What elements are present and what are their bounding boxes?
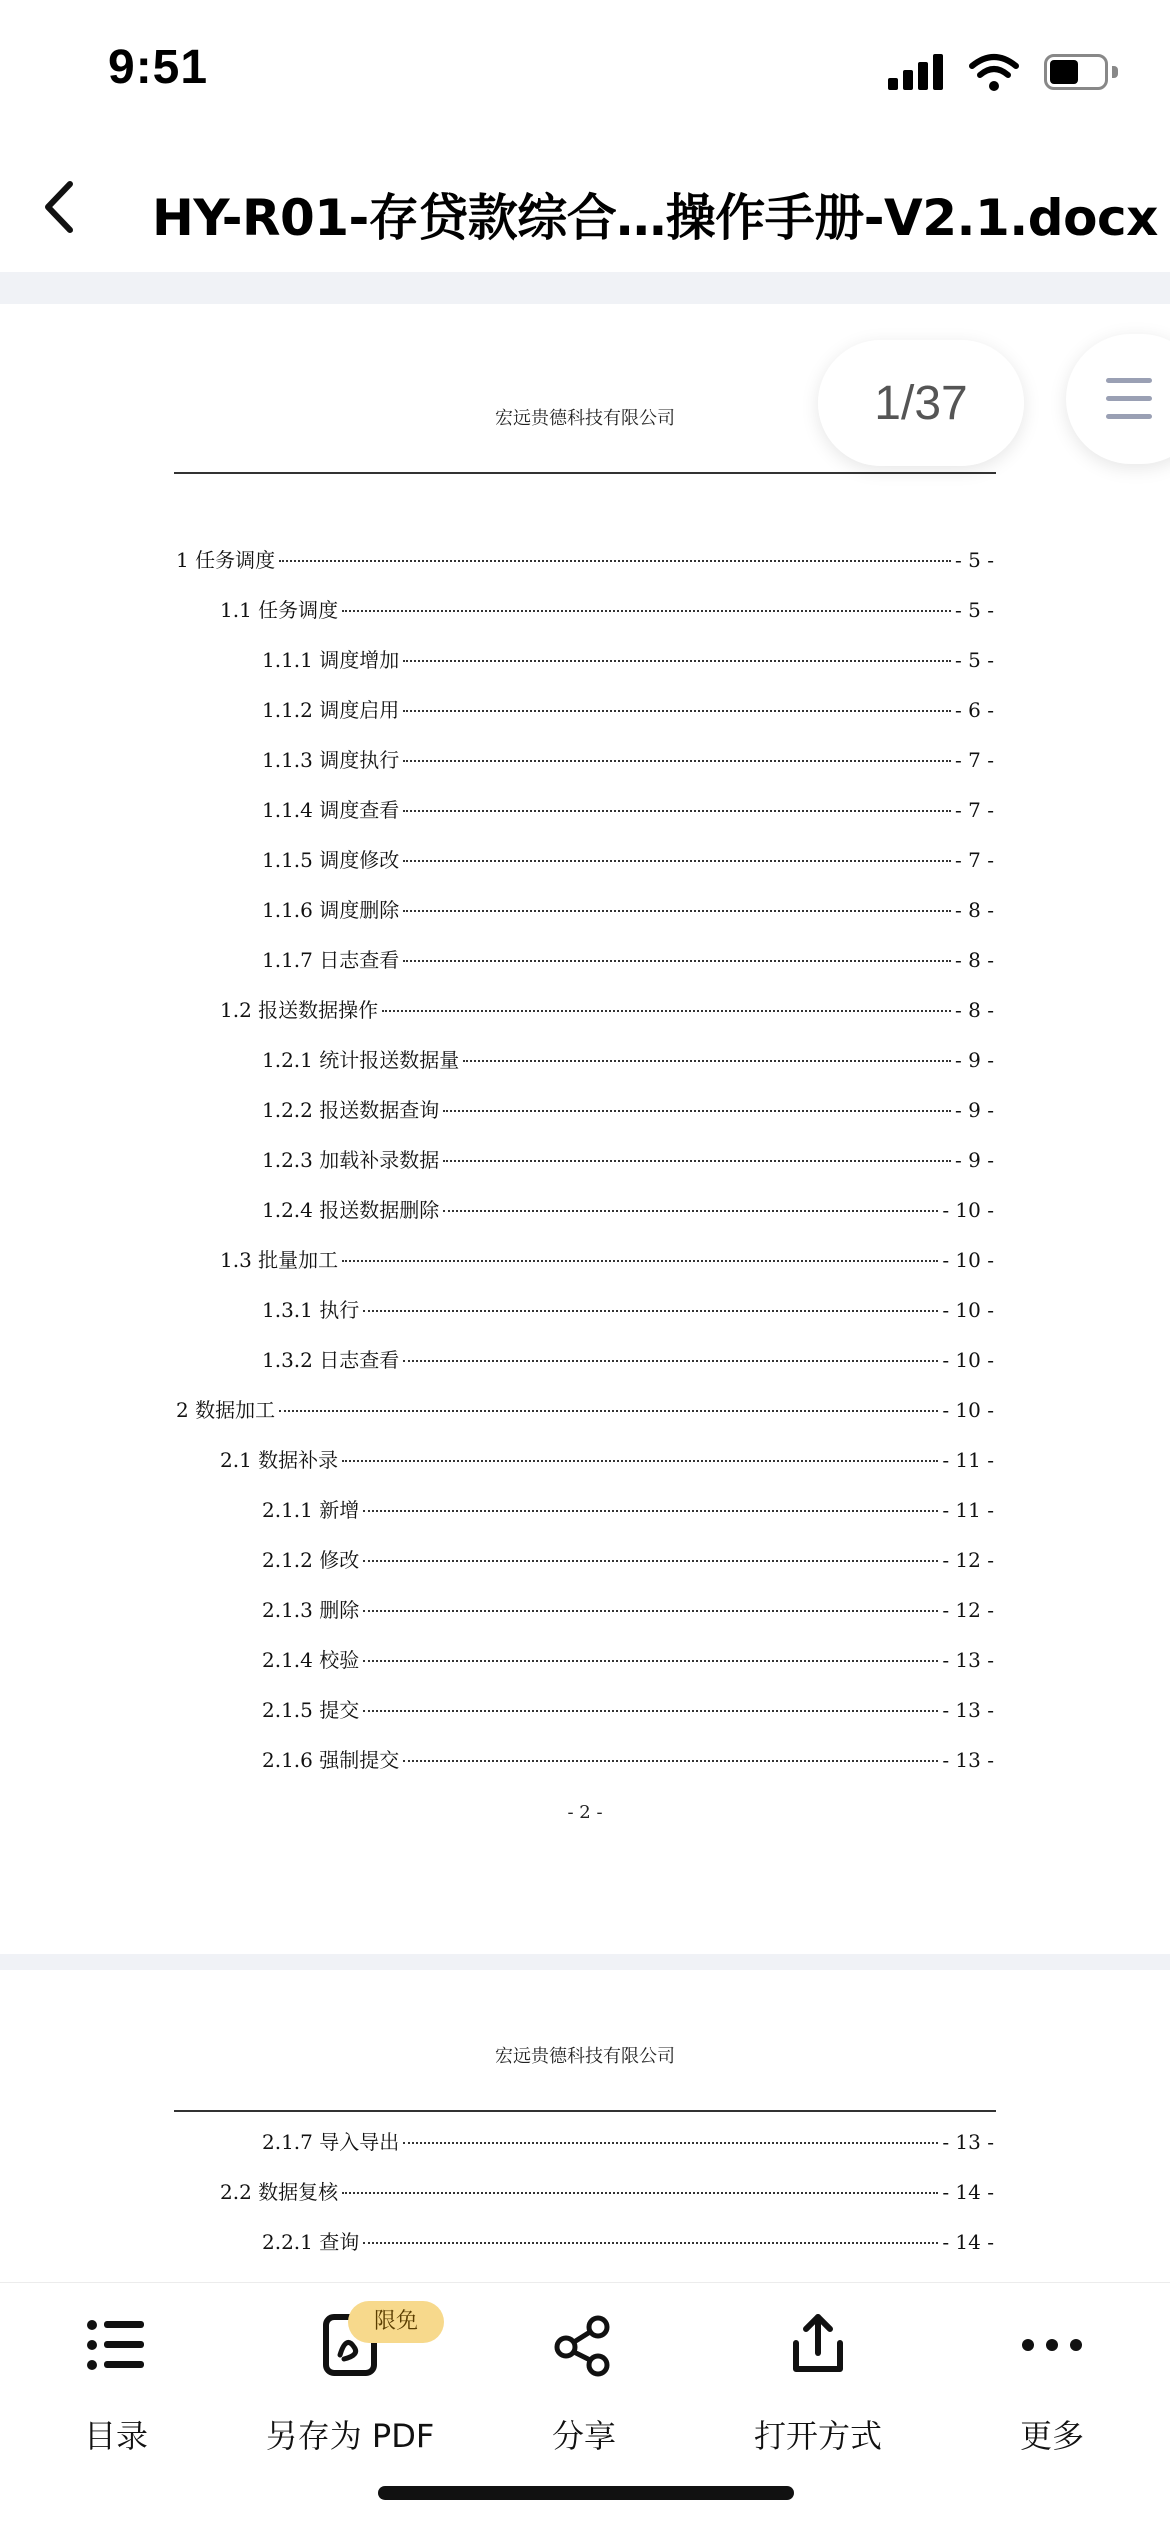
toc-entry-label: 1.1.4 调度查看 [262, 798, 400, 822]
toc-entry-page: - 8 - [955, 898, 994, 922]
toc-leader-dots [443, 1160, 951, 1162]
toc-entry[interactable] [176, 544, 994, 584]
toc-leader-dots [342, 1460, 938, 1462]
toc-leader-dots [403, 810, 951, 812]
toc-leader-dots [403, 2142, 938, 2144]
toc-leader-dots [363, 1660, 938, 1662]
toc-leader-dots [342, 610, 951, 612]
toc-entry-page: - 10 - [942, 1248, 994, 1272]
list-icon [80, 2309, 152, 2381]
toc-leader-dots [403, 1360, 938, 1362]
nav-bar [0, 140, 1170, 273]
toc-entry[interactable] [262, 1594, 994, 1634]
toc-leader-dots [342, 1260, 938, 1262]
toc-entry-label: 2.2 数据复核 [220, 2180, 339, 2204]
toc-entry-label: 2.1.2 修改 [262, 1548, 360, 1572]
toc-leader-dots [443, 1110, 951, 1112]
toc-leader-dots [403, 710, 951, 712]
page-footer: - 2 - [567, 1802, 603, 1823]
toc-entry-label: 2 数据加工 [176, 1398, 276, 1422]
toc-entry[interactable] [262, 1344, 994, 1384]
share-label: 分享 [551, 2417, 616, 2455]
toc-entry-label: 1.1.1 调度增加 [262, 648, 400, 672]
toc-entry[interactable] [262, 2226, 994, 2266]
toc-entry-label: 2.1 数据补录 [220, 1448, 339, 1472]
toc-entry-page: - 8 - [955, 948, 994, 972]
toc-entry-page: - 13 - [942, 1648, 994, 1672]
toc-entry-label: 2.1.1 新增 [262, 1498, 360, 1522]
page-header: 宏远贵德科技有限公司 [495, 408, 675, 429]
toc-leader-dots [363, 1310, 938, 1312]
toc-entry-page: - 14 - [942, 2180, 994, 2204]
toc-button[interactable] [16, 2297, 216, 2467]
toc-entry-page: - 9 - [955, 1148, 994, 1172]
toc-leader-dots [443, 1210, 938, 1212]
toc-leader-dots [342, 2192, 938, 2194]
toc-entry-label: 2.1.6 强制提交 [262, 1748, 400, 1772]
toc-leader-dots [363, 1510, 938, 1512]
toc-entry-label: 1.1.2 调度启用 [262, 698, 400, 722]
toc-entry-page: - 7 - [955, 748, 994, 772]
more-button[interactable] [952, 2297, 1152, 2467]
toc-entry-label: 1.3 批量加工 [220, 1248, 339, 1272]
toc-leader-dots [363, 2242, 938, 2244]
toc-entry-label: 1.1.7 日志查看 [262, 948, 400, 972]
toc-entry[interactable] [262, 1144, 994, 1184]
toc-entry-page: - 12 - [942, 1548, 994, 1572]
toc-entry-page: - 10 - [942, 1198, 994, 1222]
toc-entry[interactable] [262, 744, 994, 784]
toc-entry[interactable] [262, 794, 994, 834]
toc-leader-dots [403, 860, 951, 862]
toc-entry-page: - 5 - [955, 598, 994, 622]
toc-entry-label: 1.1.3 调度执行 [262, 748, 400, 772]
toc-entry[interactable] [220, 1244, 994, 1284]
toc-entry[interactable] [220, 1444, 994, 1484]
status-icons [888, 52, 1118, 92]
toc-leader-dots [403, 910, 951, 912]
toc-entry[interactable] [262, 2126, 994, 2166]
toc-entry-page: - 5 - [955, 548, 994, 572]
document-title: HY-R01-存贷款综合…操作手册-V2.1.docx [152, 189, 1158, 247]
status-bar [0, 0, 1170, 140]
toc-entry-page: - 8 - [955, 998, 994, 1022]
header-rule [174, 472, 996, 474]
toc-leader-dots [279, 1410, 938, 1412]
toc-entry[interactable] [262, 844, 994, 884]
toc-leader-dots [279, 560, 951, 562]
toc-leader-dots [403, 660, 951, 662]
toc-entry-page: - 7 - [955, 848, 994, 872]
more-label: 更多 [1019, 2417, 1084, 2455]
toc-entry-page: - 9 - [955, 1048, 994, 1072]
toc-leader-dots [363, 1610, 938, 1612]
toc-button-label: 目录 [83, 2417, 148, 2455]
toc-entry-label: 1.1 任务调度 [220, 598, 339, 622]
page-counter[interactable]: 1/37 [818, 340, 1024, 466]
toc-leader-dots [463, 1060, 951, 1062]
toc-entry-label: 1.1.6 调度删除 [262, 898, 400, 922]
more-icon [1016, 2309, 1088, 2381]
toc-entry-page: - 5 - [955, 648, 994, 672]
toc-entry-label: 2.1.7 导入导出 [262, 2130, 400, 2154]
document-page [0, 304, 1170, 1954]
wifi-icon [968, 52, 1020, 92]
open-with-icon [782, 2309, 854, 2381]
toc-entry-page: - 7 - [955, 798, 994, 822]
toc-entry[interactable] [220, 2176, 994, 2216]
toc-entry-page: - 14 - [942, 2230, 994, 2254]
toc-entry-label: 1.2.1 统计报送数据量 [262, 1048, 460, 1072]
cellular-signal-icon [888, 54, 944, 90]
toc-entry-label: 1.1.5 调度修改 [262, 848, 400, 872]
toc-entry-page: - 10 - [942, 1298, 994, 1322]
toc-entry[interactable] [262, 1644, 994, 1684]
toc-entry-label: 1.2.2 报送数据查询 [262, 1098, 440, 1122]
toc-entry[interactable] [262, 644, 994, 684]
toc-entry[interactable] [262, 1294, 994, 1334]
toc-entry[interactable] [262, 1044, 994, 1084]
toc-leader-dots [403, 760, 951, 762]
toc-entry[interactable] [176, 1394, 994, 1434]
toc-entry-page: - 12 - [942, 1598, 994, 1622]
toc-entry-page: - 13 - [942, 1698, 994, 1722]
toc-entry-page: - 11 - [942, 1448, 994, 1472]
toc-leader-dots [403, 1760, 938, 1762]
toc-leader-dots [403, 960, 951, 962]
toc-entry-label: 2.1.5 提交 [262, 1698, 360, 1722]
toc-entry[interactable] [220, 994, 994, 1034]
free-badge: 限免 [348, 2301, 444, 2343]
status-time: 9:51 [108, 41, 209, 94]
toc-entry-label: 1.2.4 报送数据删除 [262, 1198, 440, 1222]
toc-entry[interactable] [262, 894, 994, 934]
toc-entry-page: - 10 - [942, 1348, 994, 1372]
toc-entry-label: 1.3.1 执行 [262, 1298, 360, 1322]
back-chevron-icon[interactable] [30, 172, 90, 242]
toc-entry-label: 2.1.4 校验 [262, 1648, 360, 1672]
toc-entry-label: 2.2.1 查询 [262, 2230, 360, 2254]
open-with-label: 打开方式 [753, 2417, 882, 2455]
toc-entry[interactable] [220, 594, 994, 634]
toc-entry[interactable] [262, 1194, 994, 1234]
share-button[interactable] [484, 2297, 684, 2467]
toc-entry-label: 1 任务调度 [176, 548, 276, 572]
toc-entry[interactable] [262, 694, 994, 734]
toc-entry-page: - 13 - [942, 1748, 994, 1772]
toc-entry[interactable] [262, 1694, 994, 1734]
toc-entry-label: 1.2 报送数据操作 [220, 998, 379, 1022]
toc-entry-page: - 13 - [942, 2130, 994, 2154]
toc-entry[interactable] [262, 944, 994, 984]
home-indicator [378, 2486, 794, 2500]
toc-entry-label: 1.2.3 加载补录数据 [262, 1148, 440, 1172]
toc-leader-dots [363, 1710, 938, 1712]
document-viewer[interactable] [0, 272, 1170, 2282]
header-rule [174, 2110, 996, 2112]
battery-icon [1044, 54, 1118, 90]
toc-entry-page: - 6 - [955, 698, 994, 722]
save-as-pdf-label: 另存为 PDF [265, 2417, 435, 2455]
page-header: 宏远贵德科技有限公司 [495, 2046, 675, 2067]
toc-entry[interactable] [262, 1544, 994, 1584]
share-icon [548, 2309, 620, 2381]
toc-entry-label: 2.1.3 删除 [262, 1598, 360, 1622]
toc-entry-page: - 9 - [955, 1098, 994, 1122]
toc-entry-label: 1.3.2 日志查看 [262, 1348, 400, 1372]
document-page [0, 1970, 1170, 2282]
toc-leader-dots [382, 1010, 951, 1012]
toc-entry-page: - 10 - [942, 1398, 994, 1422]
toc-entry[interactable] [262, 1744, 994, 1784]
open-with-button[interactable] [718, 2297, 918, 2467]
toc-entry[interactable] [262, 1494, 994, 1534]
toc-entry-page: - 11 - [942, 1498, 994, 1522]
toc-entry[interactable] [262, 1094, 994, 1134]
toc-leader-dots [363, 1560, 938, 1562]
